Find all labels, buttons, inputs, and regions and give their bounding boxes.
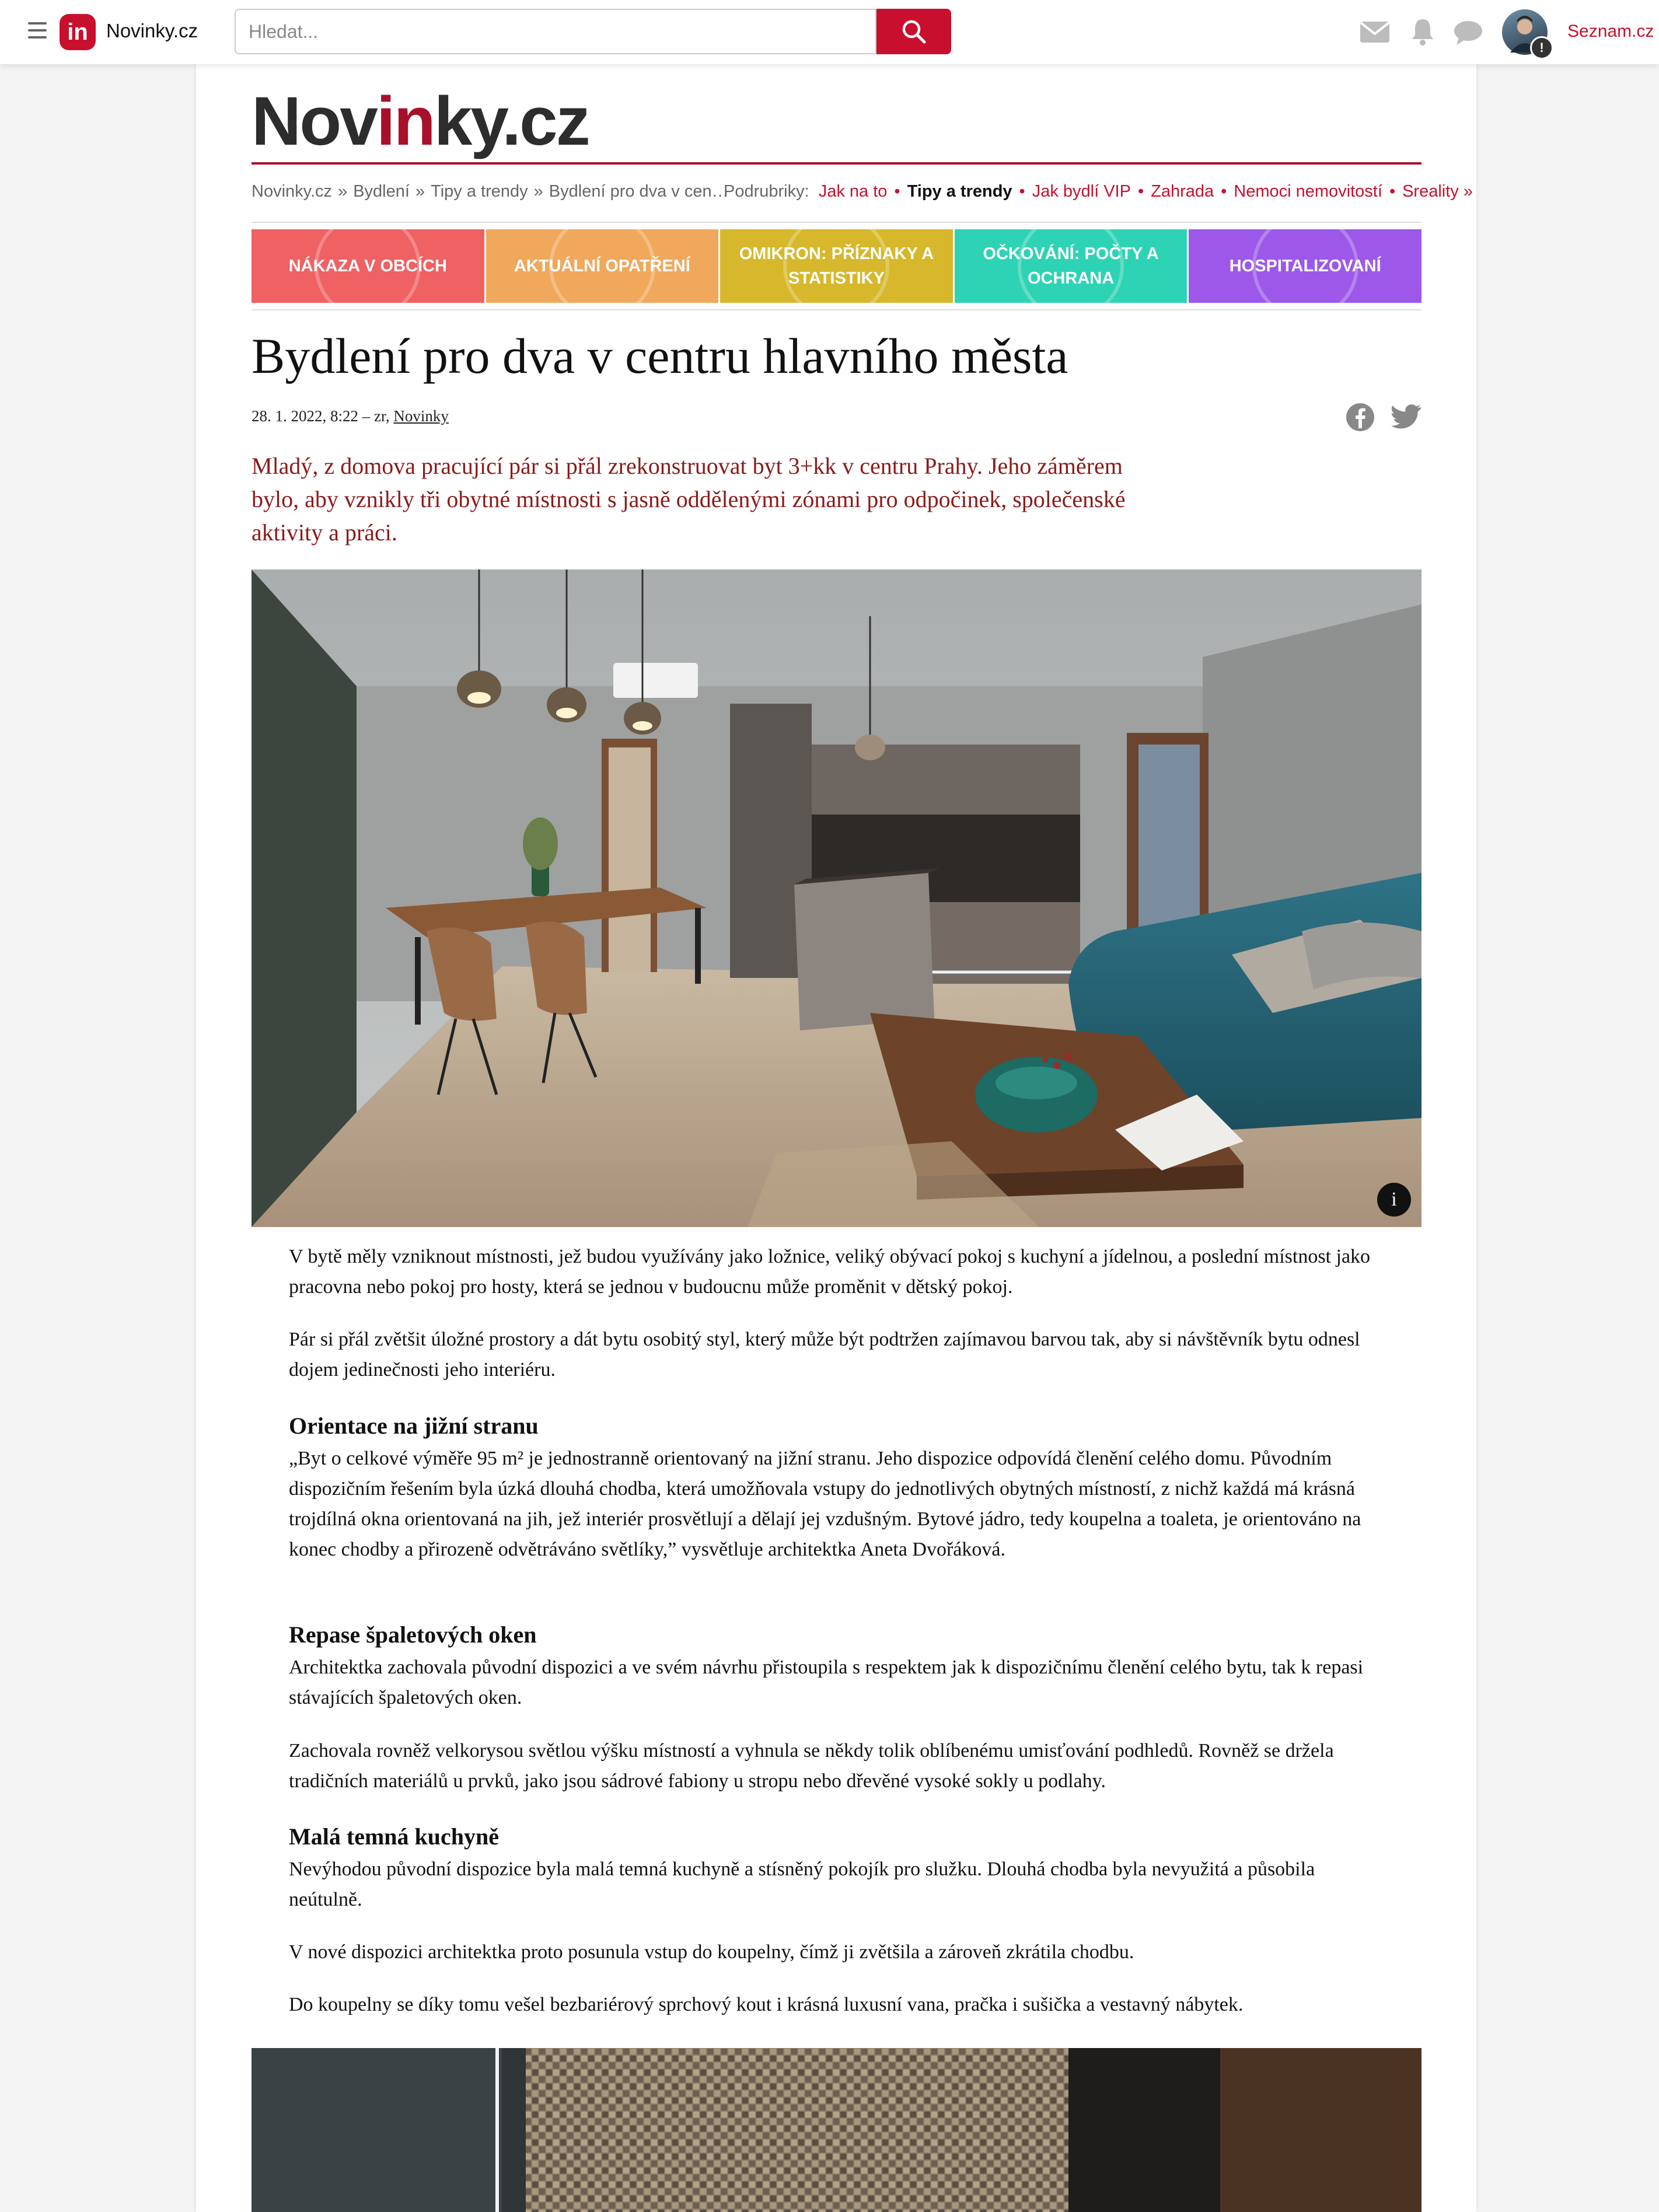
facebook-share-icon[interactable]	[1346, 403, 1375, 432]
breadcrumb-separator: »	[415, 182, 425, 201]
article-paragraph: Pár si přál zvětšit úložné prostory a dát bytu osobitý styl, který může být podtržen zajímavou barvou tak, aby si návštěvník bytu odnesl dojem jedinečnosti jeho interiéru.	[289, 1329, 1360, 1381]
bathroom-photo	[252, 2048, 1421, 2212]
subcategory-link[interactable]: Jak bydlí VIP	[1032, 182, 1131, 201]
article-page	[196, 64, 1476, 2212]
brand-divider	[252, 162, 1421, 165]
breadcrumb-separator: »	[533, 182, 543, 201]
article-paragraph: „Byt o celkové výměře 95 m² je jednostranně orientovaný na jižní stranu. Jeho dispozice odpovídá členění celého domu. Původním dispozičním řešením byla úzká dlouhá chodba, která umožňovala vstupy do jednotlivých obytných místností, z nichž každá má krásná trojdílná okna orientovaná na jih, jež interiér prosvětlují a dělají jej vzdušným. Bytové jádro, tedy koupelna a toaleta, je orientováno na konec chodby a přirozeně odvětráváno světlíky,” vysvětluje architektka Aneta Dvořáková.	[289, 1448, 1361, 1560]
breadcrumb-item[interactable]: Novinky.cz	[252, 182, 333, 201]
breadcrumb-item[interactable]: Bydlení	[353, 182, 410, 201]
subcategory-nav: Podrubriky: Jak na to • Tipy a trendy • Jak bydlí VIP • Zahrada • Nemoci nemovitostí • Sreality »	[724, 182, 1473, 201]
article-subheading: Repase špaletových oken	[289, 1622, 537, 1648]
covid-tile-nakaza[interactable]	[252, 229, 484, 303]
menu-icon[interactable]	[28, 22, 47, 40]
photo-info-button[interactable]: i	[1377, 1183, 1411, 1217]
article-date-author: 28. 1. 2022, 8:22 – zr,	[252, 407, 390, 425]
living-room-photo	[252, 569, 1421, 1227]
breadcrumb-separator: »	[338, 182, 348, 201]
subcategory-link[interactable]: Jak na to	[818, 182, 888, 201]
article-subheading: Orientace na jižní stranu	[289, 1413, 539, 1439]
bell-icon[interactable]	[1411, 18, 1434, 46]
article-paragraph: V nové dispozici architektka proto posunula vstup do koupelny, čímž ji zvětšila a zároveň zkrátila chodbu.	[289, 1941, 1134, 1963]
subcategory-link[interactable]: Nemoci nemovitostí	[1234, 182, 1382, 201]
novinky-logo-icon[interactable]: in	[60, 14, 96, 50]
article-title: Bydlení pro dva v centru hlavního města	[252, 328, 1068, 384]
covid-tile-label: OČKOVÁNÍ: POČTY A OCHRANA	[983, 244, 1159, 288]
article-subheading: Malá temná kuchyně	[289, 1823, 499, 1850]
covid-tile-ockovani[interactable]	[955, 229, 1188, 303]
breadcrumb	[252, 182, 729, 201]
subcategory-label: Podrubriky:	[724, 182, 809, 201]
divider	[252, 222, 1421, 223]
article-meta	[252, 407, 449, 425]
article-paragraph: V bytě měly vzniknout místnosti, jež budou využívány jako ložnice, veliký obývací pokoj s kuchyní a jídelnou, a poslední místnost jako pracovna nebo pokoj pro hosty, která se jednou v budoucnu může proměnit v dětský pokoj.	[289, 1246, 1371, 1298]
breadcrumb-item[interactable]: Tipy a trendy	[431, 182, 528, 201]
app-name[interactable]: Novinky.cz	[106, 20, 198, 41]
brand-part-1: Nov	[252, 83, 376, 160]
search-button[interactable]	[876, 9, 951, 54]
user-avatar[interactable]	[1502, 9, 1548, 55]
breadcrumb-item[interactable]: Bydlení pro dva v cen…	[549, 182, 729, 201]
subcategory-link[interactable]: Zahrada	[1151, 182, 1214, 201]
search-input[interactable]	[235, 9, 876, 54]
chat-icon[interactable]	[1453, 20, 1483, 46]
subcategory-link-active[interactable]: Tipy a trendy	[907, 182, 1012, 201]
twitter-share-icon[interactable]	[1391, 404, 1421, 429]
article-paragraph: Do koupelny se díky tomu vešel bezbariérový sprchový kout i krásná luxusní vana, pračka i sušička a vestavný nábytek.	[289, 1994, 1244, 2015]
search-icon	[901, 19, 927, 44]
covid-tile-label: OMIKRON: PŘÍZNAKY A STATISTIKY	[739, 244, 934, 288]
covid-tile-hospitalizovani[interactable]	[1189, 229, 1421, 303]
covid-tile-omikron[interactable]	[720, 229, 953, 303]
novinky-brand-logo[interactable]	[252, 82, 589, 161]
covid-tile-opatreni[interactable]	[486, 229, 719, 303]
brand-part-3: ky.cz	[434, 83, 589, 160]
article-main-photo[interactable]	[252, 569, 1421, 1227]
divider	[252, 309, 1421, 310]
top-bar	[0, 0, 1659, 64]
covid-tile-label: AKTUÁLNÍ OPATŘENÍ	[514, 257, 690, 275]
covid-tile-label: NÁKAZA V OBCÍCH	[288, 257, 447, 275]
article-paragraph: Zachovala rovněž velkorysou světlou výšku místností a vyhnula se někdy tolik oblíbenému umisťování podhledů. Rovněž se držela tradičních materiálů u prvků, jako jsou sádrové fabiony u stropu nebo dřevěné vysoké sokly u podlahy.	[289, 1740, 1334, 1792]
article-source-link[interactable]: Novinky	[393, 407, 449, 425]
subcategory-link[interactable]: Sreality »	[1402, 182, 1473, 201]
article-paragraph: Nevýhodou původní dispozice byla malá temná kuchyně a stísněný pokojík pro služku. Dlouhá chodba byla nevyužitá a působila neútulně.	[289, 1858, 1315, 1910]
covid-tiles	[252, 229, 1421, 303]
mail-icon[interactable]	[1360, 21, 1390, 43]
article-paragraph: Architektka zachovala původní dispozici a ve svém návrhu přistoupila s respektem jak k dispozičnímu členění celého bytu, tak k repasi stávajících špaletových oken.	[289, 1657, 1364, 1708]
article-second-photo[interactable]	[252, 2048, 1421, 2212]
seznam-link[interactable]: Seznam.cz	[1567, 22, 1654, 41]
brand-part-2: in	[376, 83, 434, 160]
covid-tile-label: HOSPITALIZOVANÍ	[1229, 257, 1381, 275]
avatar-alert-badge: !	[1530, 36, 1553, 60]
article-perex: Mladý, z domova pracující pár si přál zrekonstruovat byt 3+kk v centru Prahy. Jeho záměrem bylo, aby vznikly tři obytné místnosti s jasně oddělenými zónami pro odpočinek, společenské aktivity a práci.	[252, 453, 1126, 546]
